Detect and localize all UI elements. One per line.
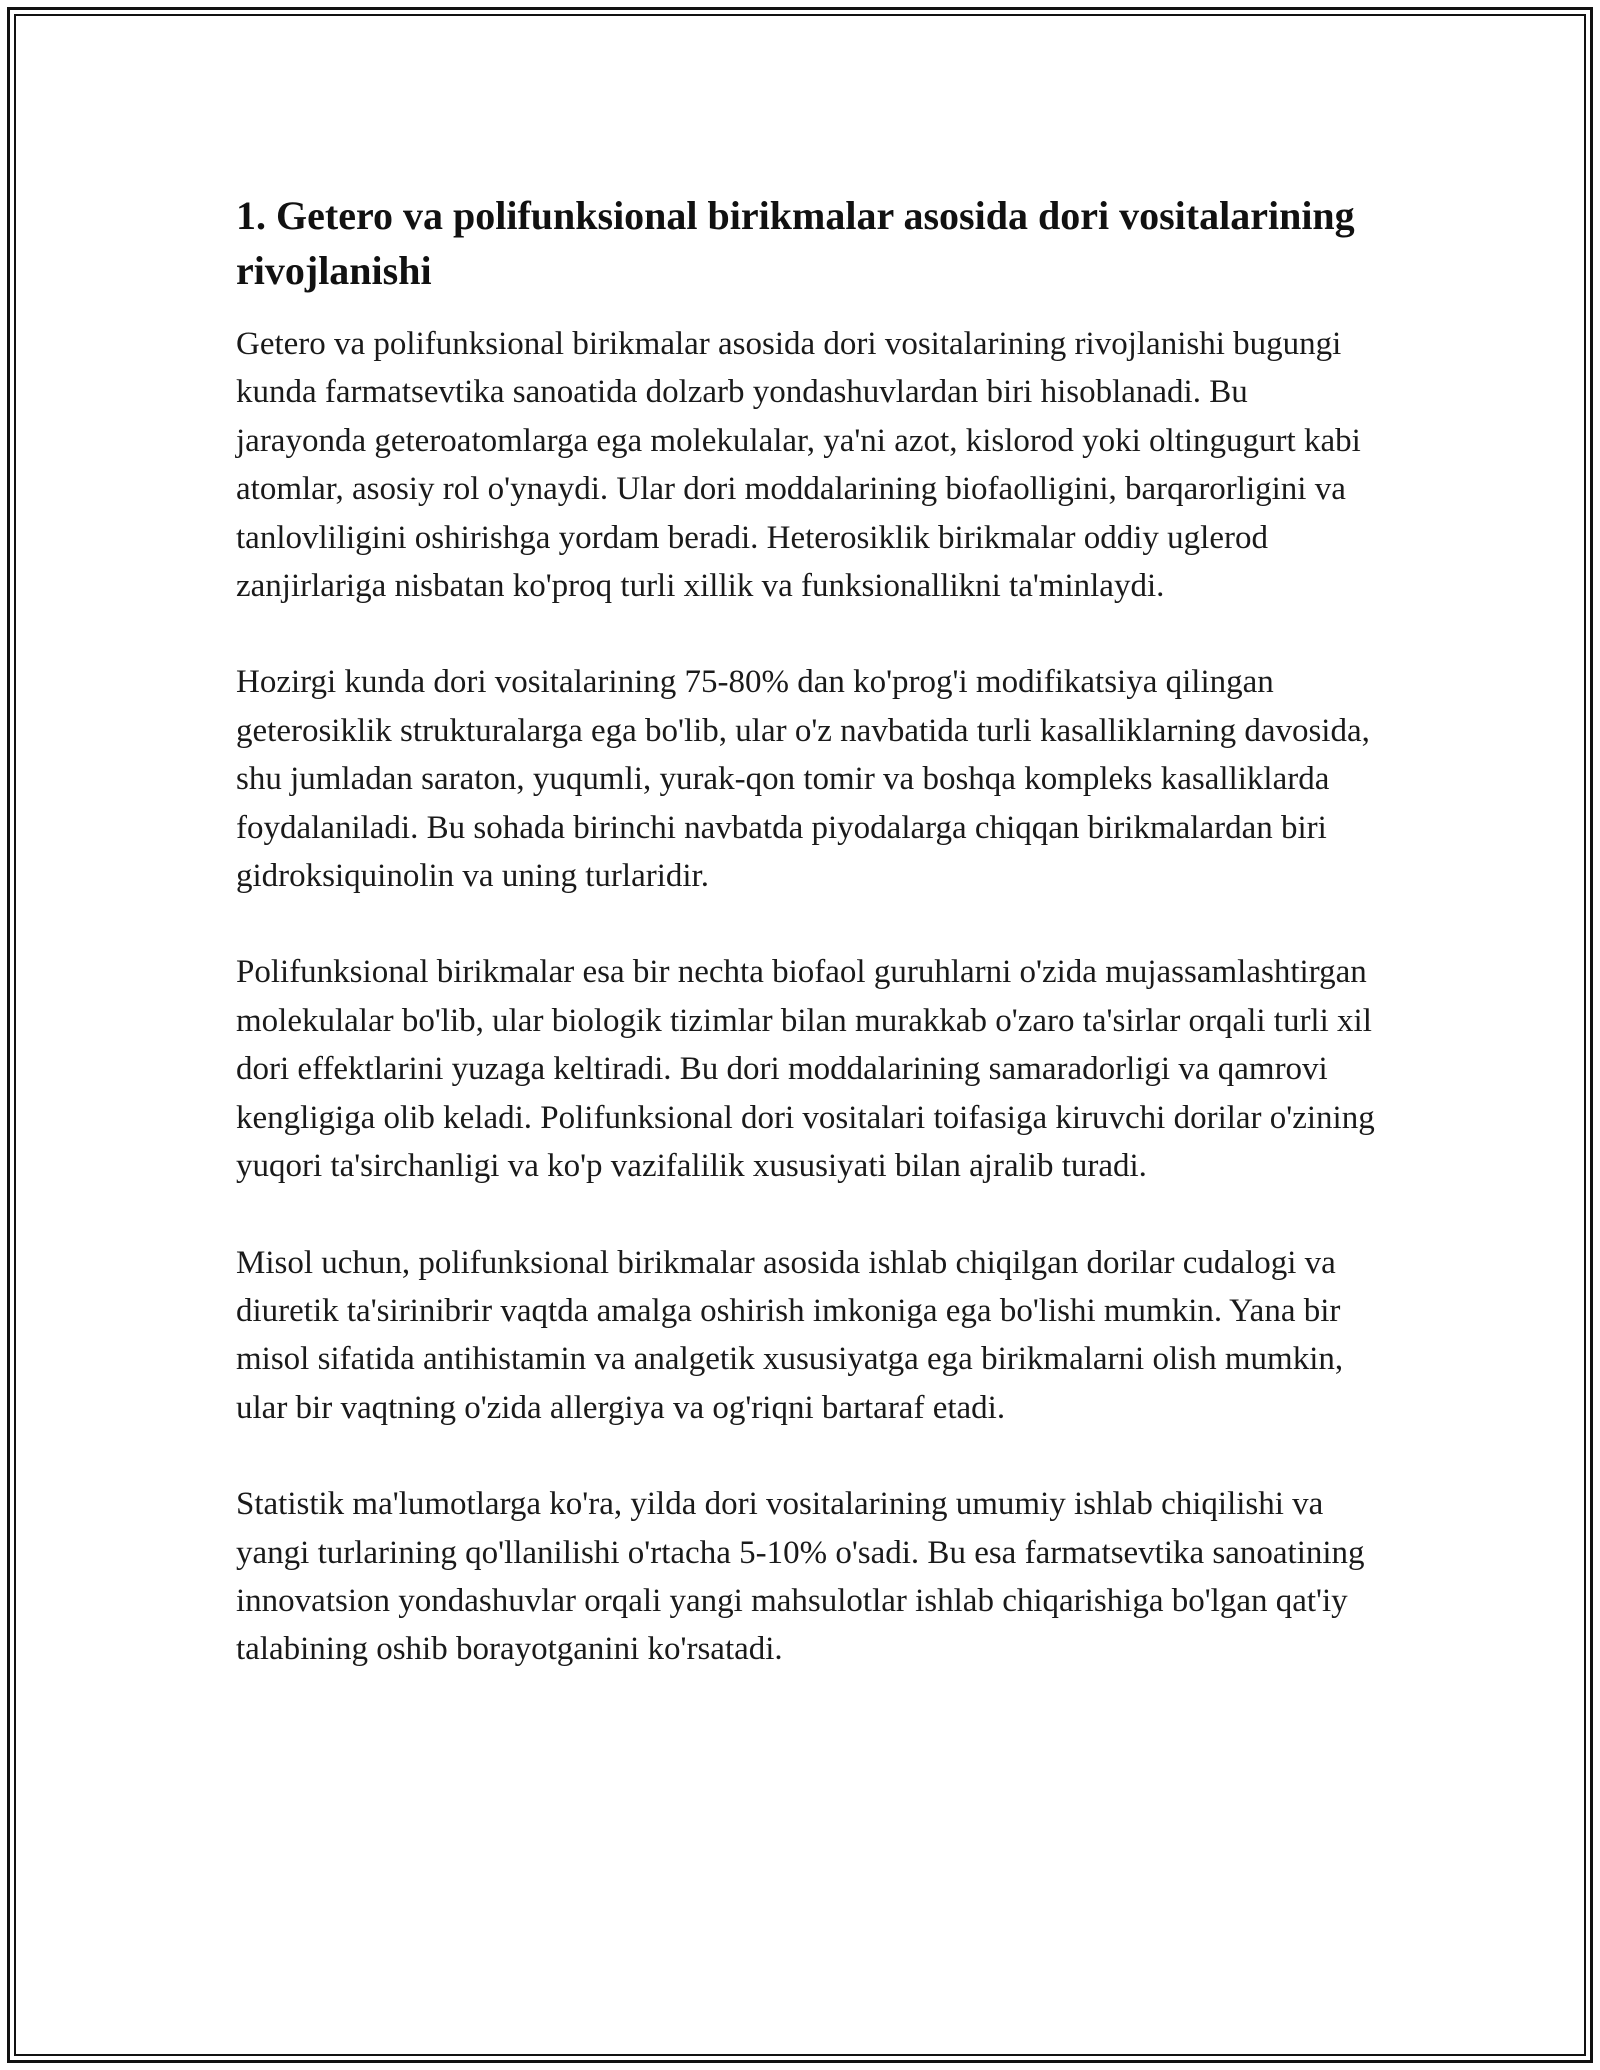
paragraph: Polifunksional birikmalar esa bir nechta biofaol guruhlarni o'zida mujassamlashtirgan molekulalar bo'lib, ular biologik tizimlar bilan murakkab o'zaro ta'sirlar orqali turli xil dori effektlarini yuzaga keltiradi. Bu dori moddalarining samaradorligi va qamrovi kengligiga olib keladi. Polifunksional dori vositalari toifasiga kiruvchi dorilar o'zining yuqori ta'sirchanligi va ko'p vazifalilik xususiyati bilan ajralib turadi. — [236, 954, 1375, 1185]
paragraph: Statistik ma'lumotlarga ko'ra, yilda dori vositalarining umumiy ishlab chiqilishi va yangi turlarining qo'llanilishi o'rtacha 5-10% o'sadi. Bu esa farmatsevtika sanoatining innovatsion yondashuvlar orqali yangi mahsulotlar ishlab chiqarishiga bo'lgan qat'iy talabining oshib borayotganini ko'rsatadi. — [236, 1486, 1365, 1668]
paragraph: Getero va polifunksional birikmalar asosida dori vositalarining rivojlanishi bugungi kunda farmatsevtika sanoatida dolzarb yondashuvlardan biri hisoblanadi. Bu jarayonda geteroatomlarga ega molekulalar, ya'ni azot, kislorod yoki oltingugurt kabi atomlar, asosiy rol o'ynaydi. Ular dori moddalarining biofaolligini, barqarorligini va tanlovliligini oshirishga yordam beradi. Heterosiklik birikmalar oddiy uglerod zanjirlariga nisbatan ko'proq turli xillik va funksionallikni ta'minlaydi. — [236, 326, 1361, 605]
section-heading: 1. Getero va polifunksional birikmalar asosida dori vositalarining rivojlanishi — [236, 193, 1355, 293]
paragraph: Hozirgi kunda dori vositalarining 75-80% dan ko'prog'i modifikatsiya qilingan geterosiklik strukturalarga ega bo'lib, ular o'z navbatida turli kasalliklarning davosida, shu jumladan saraton, yuqumli, yurak-qon tomir va boshqa kompleks kasalliklarda foydalaniladi. Bu sohada birinchi navbatda piyodalarga chiqqan birikmalardan biri gidroksiquinolin va uning turlaridir. — [236, 664, 1370, 895]
paragraph: Misol uchun, polifunksional birikmalar asosida ishlab chiqilgan dorilar cudalogi va diuretik ta'sirinibrir vaqtda amalga oshirish imkoniga ega bo'lishi mumkin. Yana bir misol sifatida antihistamin va analgetik xususiyatga ega birikmalarni olish mumkin, ular bir vaqtning o'zida allergiya va og'riqni bartaraf etadi. — [236, 1244, 1344, 1426]
document-body — [236, 188, 1376, 1722]
